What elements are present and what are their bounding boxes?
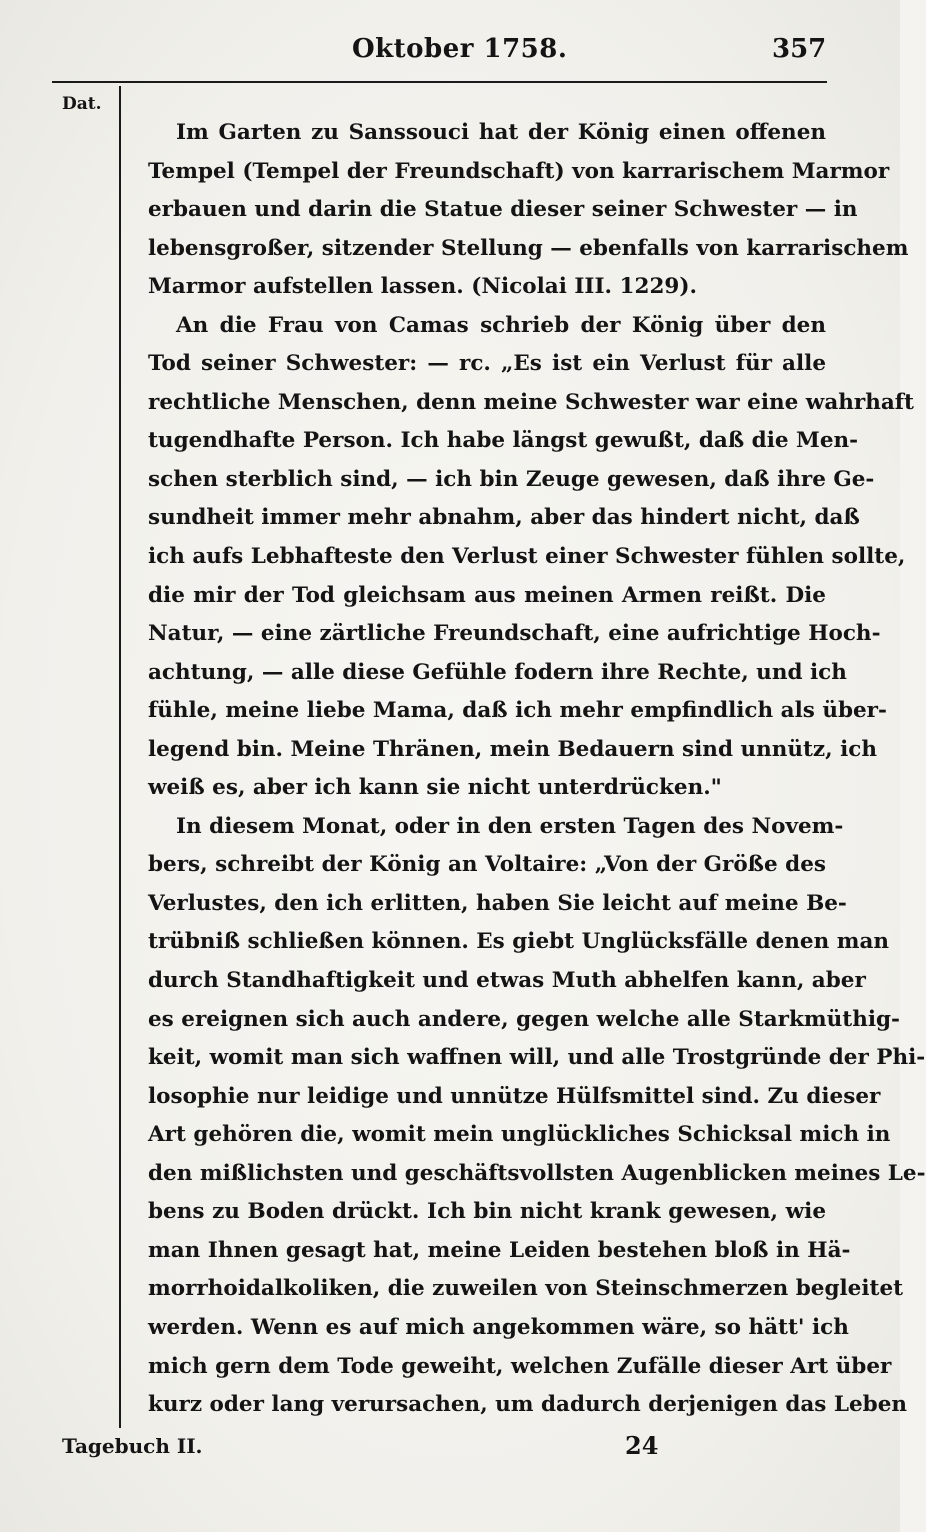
running-head-title: Oktober 1758. — [352, 34, 568, 64]
text-line: In diesem Monat, oder in den ersten Tagen des Novem- — [176, 813, 844, 839]
text-line: sundheit immer mehr abnahm, aber das hindert nicht, daß — [148, 505, 860, 531]
text-line: trübniß schließen können. Es giebt Unglücksfälle denen man — [148, 929, 890, 955]
text-line: legend bin. Meine Thränen, mein Bedauern sind unnütz, ich — [148, 736, 877, 762]
margin-rule — [119, 86, 121, 1428]
text-line: tugendhafte Person. Ich habe längst gewußt, daß die Men- — [148, 428, 859, 454]
text-line: bens zu Boden drückt. Ich bin nicht krank gewesen, wie — [148, 1199, 826, 1225]
text-line: es ereignen sich auch andere, gegen welche alle Starkmüthig- — [148, 1006, 900, 1032]
text-line: Natur, — eine zärtliche Freundschaft, eine aufrichtige Hoch- — [148, 621, 881, 647]
text-line: lebensgroßer, sitzender Stellung — ebenfalls von karrarischem — [148, 235, 909, 261]
text-line: Tod seiner Schwester: — rc. „Es ist ein Verlust für alle — [148, 351, 826, 377]
text-line: Art gehören die, womit mein unglückliches Schicksal mich in — [148, 1122, 891, 1148]
text-line: Verlustes, den ich erlitten, haben Sie leicht auf meine Be- — [148, 890, 847, 916]
text-line: bers, schreibt der König an Voltaire: „Von der Größe des — [148, 852, 826, 878]
signature-mark: Tagebuch II. — [62, 1434, 203, 1458]
text-line: losophie nur leidige und unnütze Hülfsmittel sind. Zu dieser — [148, 1083, 881, 1109]
page-number: 357 — [772, 34, 827, 64]
header-rule — [52, 81, 827, 83]
text-line: werden. Wenn es auf mich angekommen wäre, so hätt' ich — [148, 1314, 849, 1340]
text-line: schen sterblich sind, — ich bin Zeuge gewesen, daß ihre Ge- — [148, 466, 875, 492]
text-line: keit, womit man sich waffnen will, und alle Trostgründe der Phi- — [148, 1045, 926, 1071]
text-line: fühle, meine liebe Mama, daß ich mehr empfindlich als über- — [148, 698, 887, 724]
text-line: ich aufs Lebhafteste den Verlust einer Schwester fühlen sollte, — [148, 544, 906, 570]
body-text — [148, 114, 926, 1425]
text-line: kurz oder lang verursachen, um dadurch derjenigen das Leben — [148, 1392, 908, 1418]
text-line: Im Garten zu Sanssouci hat der König einen offenen — [176, 120, 826, 145]
margin-date-label: Dat. — [62, 94, 102, 114]
text-line: die mir der Tod gleichsam aus meinen Armen reißt. Die — [148, 582, 826, 608]
text-line: mich gern dem Tode geweiht, welchen Zufälle dieser Art über — [148, 1353, 892, 1379]
sheet-number: 24 — [625, 1431, 659, 1460]
text-line: rechtliche Menschen, denn meine Schwester war eine wahrhaft — [148, 389, 914, 415]
text-line: Tempel (Tempel der Freundschaft) von karrarischem Marmor — [148, 158, 890, 184]
text-line: morrhoidalkoliken, die zuweilen von Steinschmerzen begleitet — [148, 1276, 904, 1302]
text-line: Marmor aufstellen lassen. (Nicolai III. 1229). — [148, 274, 698, 300]
text-line: weiß es, aber ich kann sie nicht unterdrücken." — [148, 775, 722, 801]
text-line: man Ihnen gesagt hat, meine Leiden bestehen bloß in Hä- — [148, 1237, 851, 1263]
text-line: erbauen und darin die Statue dieser seiner Schwester — in — [148, 197, 858, 223]
text-line: den mißlichsten und geschäftsvollsten Augenblicken meines Le- — [148, 1160, 926, 1186]
text-line: An die Frau von Camas schrieb der König über den — [176, 312, 826, 338]
text-line: durch Standhaftigkeit und etwas Muth abhelfen kann, aber — [148, 968, 866, 994]
text-line: achtung, — alle diese Gefühle fodern ihre Rechte, und ich — [148, 659, 847, 685]
